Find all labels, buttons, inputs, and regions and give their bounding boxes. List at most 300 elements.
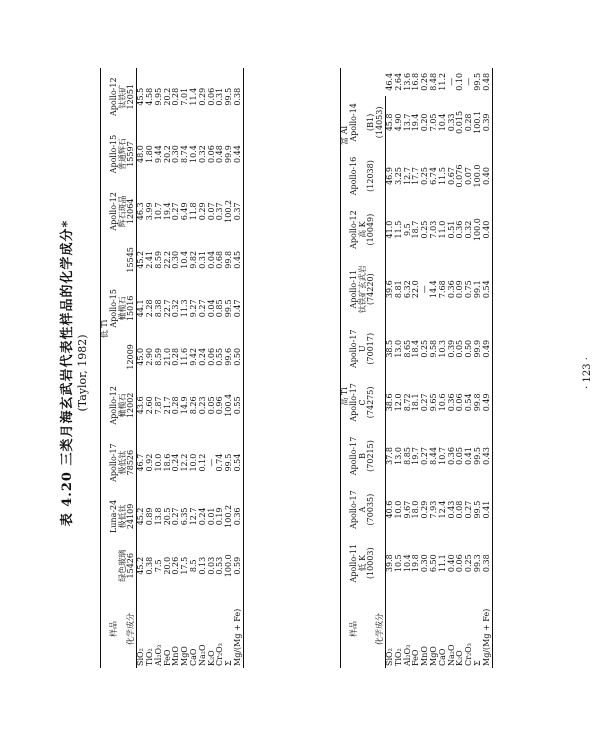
table-cell: 99.5 xyxy=(224,87,234,106)
column-header: Apollo-17 xyxy=(348,490,358,529)
table-cell: 45.2 xyxy=(136,507,146,526)
table-cell: 99.8 xyxy=(472,393,482,412)
table-cell: — xyxy=(206,458,216,467)
table-cell: 0.41 xyxy=(483,483,492,537)
table-row xyxy=(474,68,483,668)
table-cell: 38.6 xyxy=(384,393,394,412)
table-cell: 18.4 xyxy=(411,339,421,358)
column-header: Apollo-17 xyxy=(108,443,118,482)
column-header: Apollo-12 xyxy=(108,386,118,425)
table-cell: 0.25 xyxy=(420,167,430,185)
table-cell: 8.5 xyxy=(188,559,198,573)
table-cell: 2.60 xyxy=(144,396,154,415)
table-row xyxy=(483,68,492,668)
column-header xyxy=(110,337,119,377)
table-cell: 10.4 xyxy=(180,250,190,269)
table-cell: 0.05 xyxy=(206,396,216,415)
table-cell: 2.41 xyxy=(144,250,154,269)
table-cell: 11.0 xyxy=(437,220,447,239)
table-row xyxy=(395,68,404,668)
column-header: (12038) xyxy=(366,160,376,192)
group-header-high-ti: 高 Ti xyxy=(341,203,350,590)
row-label: SiO₂ xyxy=(384,648,394,666)
table-cell: 0.05 xyxy=(455,339,465,358)
table-cell: 0.45 xyxy=(234,240,243,280)
table-cell: 11.5 xyxy=(393,220,403,239)
table-cell: 0.28 xyxy=(171,396,181,415)
column-header: 低 K xyxy=(357,554,367,572)
table-cell: 13.7 xyxy=(402,113,412,132)
table-cell: 0.07 xyxy=(464,167,474,185)
column-header: 78526 xyxy=(127,434,136,491)
table-cell: 7.03 xyxy=(428,220,438,239)
table-cell: 0.43 xyxy=(483,429,492,483)
table-cell: 7.05 xyxy=(428,113,438,132)
table-cell: 10.4 xyxy=(437,113,447,132)
table-cell: 13.6 xyxy=(402,72,412,91)
table-cell: 22.0 xyxy=(411,280,421,299)
table-cell: 20.2 xyxy=(162,87,172,106)
row-label: Mg/(Mg + Fe) xyxy=(234,590,243,668)
table-cell: 37.8 xyxy=(384,447,394,465)
table-cell: 21.7 xyxy=(162,396,172,415)
column-header: (74220) xyxy=(366,273,376,306)
table-cell: 0.04 xyxy=(206,299,216,318)
column-header: 钛铁矿玄武岩 xyxy=(357,265,367,314)
table-cell: 39.8 xyxy=(384,554,394,573)
table-cell: 0.96 xyxy=(215,396,225,415)
table-cell: 6.74 xyxy=(428,167,438,185)
table-cell: 10.0 xyxy=(188,453,198,472)
table-cell: 0.38 xyxy=(234,68,243,125)
table-cell: 18.1 xyxy=(411,393,421,412)
table-cell: 12.4 xyxy=(437,500,447,519)
table-cell: 45.0 xyxy=(136,347,146,366)
table-cell: 0.04 xyxy=(206,250,216,269)
column-header: 钛铁矿 xyxy=(117,84,127,109)
table-cell: 11.8 xyxy=(188,202,198,221)
table-cell: 8.74 xyxy=(180,145,190,163)
table-cell: 46.4 xyxy=(384,72,394,91)
table-cell: 0.24 xyxy=(171,453,181,472)
table-cell: 0.30 xyxy=(171,250,181,269)
table-cell: 0.92 xyxy=(144,453,154,472)
table-cell: 0.26 xyxy=(420,72,430,91)
table-cell: 0.40 xyxy=(483,203,492,257)
table-cell: 20.5 xyxy=(162,507,172,526)
table-cell: 0.03 xyxy=(206,556,216,575)
column-header: 高 K xyxy=(357,221,367,238)
table-cell: 0.25 xyxy=(420,220,430,239)
table-cell: 45.5 xyxy=(136,87,146,106)
table-cell: 100.4 xyxy=(224,393,234,417)
table-cell: 0.43 xyxy=(446,500,456,519)
table-cell: 8.44 xyxy=(428,447,438,465)
column-header: (70215) xyxy=(366,440,376,472)
table-cell: 21.0 xyxy=(162,347,172,366)
table-cell: 100.2 xyxy=(224,504,234,528)
table-cell: 9.44 xyxy=(153,145,163,163)
table-cell: 0.25 xyxy=(464,554,474,573)
column-header: 极低钛 xyxy=(117,450,127,475)
table-cell: 7.01 xyxy=(180,87,190,106)
column-header: A xyxy=(357,506,367,513)
table-cell: 6.49 xyxy=(180,202,190,221)
table-cell: 0.27 xyxy=(171,202,181,221)
table-cell: 22.7 xyxy=(162,299,172,318)
table-cell: 4.90 xyxy=(393,113,403,132)
column-header: 普通辉石 xyxy=(117,138,127,171)
table-cell: 0.38 xyxy=(144,556,154,575)
table-cell: 12.7 xyxy=(402,167,412,185)
row-label: K₂O xyxy=(455,650,465,666)
row-label: FeO xyxy=(411,649,421,666)
table-cell: 0.31 xyxy=(215,87,225,106)
table-cell: 41.0 xyxy=(384,220,394,239)
column-header: 辉石斑晶 xyxy=(117,195,127,228)
column-header: 12064 xyxy=(127,183,136,240)
table-cell: 0.12 xyxy=(197,453,207,472)
table-cell: 2.90 xyxy=(144,347,154,366)
table-row xyxy=(404,68,413,668)
row-label: FeO xyxy=(162,649,172,666)
column-header: 15426 xyxy=(127,542,136,591)
table-cell: 0.32 xyxy=(171,299,181,318)
low-ti-table xyxy=(100,68,244,668)
row-label: MgO xyxy=(180,646,190,666)
table-cell: 10.3 xyxy=(437,339,447,358)
table-cell: 0.27 xyxy=(420,447,430,465)
table-cell: 10.7 xyxy=(437,447,447,465)
corner-cell: 化学成分 xyxy=(127,590,136,668)
table-cell: 10.6 xyxy=(437,393,447,412)
table-cell: 18.6 xyxy=(162,453,172,472)
table-cell: 8.59 xyxy=(153,250,163,269)
table-cell: 13.0 xyxy=(393,339,403,358)
corner-cell xyxy=(359,590,368,668)
table-cell: 0.06 xyxy=(206,87,216,106)
header-row xyxy=(376,68,385,668)
table-cell: 9.5 xyxy=(402,223,412,236)
table-cell: 12.0 xyxy=(393,393,403,412)
corner-cell: 样品 xyxy=(348,621,358,637)
table-cell: 9.27 xyxy=(188,299,198,318)
row-label: CaO xyxy=(437,648,447,666)
table-cell: 13.0 xyxy=(393,447,403,465)
table-cell: 0.29 xyxy=(197,87,207,106)
table-cell: 0.37 xyxy=(234,183,243,240)
table-cell: 11.1 xyxy=(437,554,447,573)
table-cell: 0.23 xyxy=(197,396,207,415)
table-cell: 0.07 xyxy=(206,202,216,221)
table-cell: 0.27 xyxy=(171,507,181,526)
table-cell: 44.1 xyxy=(136,299,146,318)
table-cell: 19.4 xyxy=(411,113,421,132)
table-cell: 99.9 xyxy=(224,145,234,163)
table-row xyxy=(385,68,394,668)
column-header: 15597 xyxy=(127,125,136,182)
table-row xyxy=(448,68,457,668)
table-cell: 0.40 xyxy=(483,149,492,203)
column-header: Apollo-15 xyxy=(108,289,118,328)
table-cell: 0.85 xyxy=(215,299,225,318)
table-cell: 0.01 xyxy=(206,507,216,526)
table-cell: 100.2 xyxy=(224,199,234,223)
table-cell: 0.55 xyxy=(215,347,225,366)
table-row xyxy=(234,68,243,668)
table-cell: 18.7 xyxy=(411,220,421,239)
table-cell: 45.2 xyxy=(136,556,146,575)
table-cell: 46.9 xyxy=(384,167,394,185)
table-cell: 99.1 xyxy=(472,280,482,299)
table-cell: 9.58 xyxy=(428,339,438,358)
table-cell: 20.2 xyxy=(162,145,172,163)
table-cell: 0.48 xyxy=(483,68,492,96)
column-header: B xyxy=(357,453,367,459)
column-header: Apollo-12 xyxy=(348,210,358,249)
group-header-high-al: 富 Al xyxy=(341,68,350,203)
column-header xyxy=(110,240,119,280)
table-cell: 10.4 xyxy=(402,554,412,573)
table-cell: 0.06 xyxy=(455,393,465,412)
table-cell: 0.26 xyxy=(171,556,181,575)
group-header-low-ti: 低 Ti xyxy=(101,68,110,590)
table-cell: 99.5 xyxy=(224,453,234,472)
table-cell: 0.24 xyxy=(197,347,207,366)
table-cell: 0.28 xyxy=(171,347,181,366)
table-cell: 100.0 xyxy=(472,164,482,188)
table-cell: 11.3 xyxy=(180,299,190,318)
table-cell: 0.19 xyxy=(215,507,225,526)
table-cell: 0.25 xyxy=(420,339,430,358)
table-cell: 0.27 xyxy=(420,393,430,412)
row-label: Na₂O xyxy=(197,644,207,666)
table-cell: 0.10 xyxy=(455,72,465,91)
table-cell: 8.85 xyxy=(402,447,412,465)
table-title: 表 4.20 三类月海玄武岩代表性样品的化学成分* xyxy=(60,219,75,527)
table-cell: 14.9 xyxy=(180,396,190,415)
table-cell: 16.8 xyxy=(411,72,421,91)
column-header: (14053) xyxy=(376,96,385,150)
column-header: (74275) xyxy=(366,386,376,419)
table-cell: 0.29 xyxy=(197,202,207,221)
column-header: 12009 xyxy=(127,337,136,377)
column-header: Apollo-12 xyxy=(108,77,118,116)
column-header: (70017) xyxy=(366,332,376,365)
table-cell: 0.24 xyxy=(197,507,207,526)
table-cell: 0.49 xyxy=(483,322,492,376)
table-cell: 0.31 xyxy=(197,250,207,269)
table-cell: 100.0 xyxy=(224,554,234,578)
table-row xyxy=(430,68,439,668)
table-cell: 0.39 xyxy=(446,339,456,358)
table-cell: 0.06 xyxy=(206,145,216,163)
table-cell: 0.54 xyxy=(234,434,243,491)
table-cell: 0.53 xyxy=(215,556,225,575)
table-cell: 0.38 xyxy=(483,536,492,590)
table-cell: 0.05 xyxy=(455,447,465,465)
table-cell: 9.67 xyxy=(402,500,412,519)
column-header: 24109 xyxy=(127,491,136,541)
table-cell: 18.0 xyxy=(411,500,421,519)
table-cell: 11.6 xyxy=(180,347,190,366)
row-label: Σ xyxy=(472,660,482,666)
table-cell: 10.4 xyxy=(188,145,198,163)
table-cell: 6.50 xyxy=(428,554,438,573)
table-cell: 22.2 xyxy=(162,250,172,269)
table-cell: 99.3 xyxy=(472,554,482,573)
table-cell: 99.8 xyxy=(224,250,234,269)
column-header: (10003) xyxy=(366,547,376,580)
table-cell: 0.08 xyxy=(455,500,465,519)
column-header: 15545 xyxy=(127,240,136,280)
table-cell: 0.50 xyxy=(234,337,243,377)
table-cell: 48.0 xyxy=(136,145,146,163)
table-cell: 46.7 xyxy=(136,453,146,472)
table-cell: 13.8 xyxy=(153,507,163,526)
table-cell: 8.38 xyxy=(153,299,163,318)
table-cell: 0.30 xyxy=(171,145,181,163)
table-cell: 4.58 xyxy=(144,87,154,106)
corner-cell: 化学成分 xyxy=(376,590,385,668)
column-header: Apollo-12 xyxy=(108,192,118,231)
corner-cell: 样品 xyxy=(108,621,118,637)
column-header: (10049) xyxy=(366,213,376,246)
table-cell: 0.67 xyxy=(446,167,456,185)
table-cell: 0.36 xyxy=(446,280,456,299)
table-cell: 0.54 xyxy=(464,393,474,412)
table-cell: 6.35 xyxy=(180,507,190,526)
table-cell: 0.68 xyxy=(215,250,225,269)
table-cell: 2.64 xyxy=(393,72,403,91)
table-cell: 8.65 xyxy=(402,339,412,358)
column-header: (70035) xyxy=(366,493,376,526)
table-cell: 0.27 xyxy=(197,299,207,318)
table-cell: 99.5 xyxy=(472,447,482,465)
table-cell: — xyxy=(464,77,474,86)
high-ti-table xyxy=(340,68,493,668)
header-row xyxy=(350,68,359,668)
table-cell: 14.4 xyxy=(428,280,438,299)
table-cell: 0.49 xyxy=(483,376,492,430)
row-label: Σ xyxy=(224,660,234,666)
table-cell: 99.5 xyxy=(472,72,482,91)
column-header: 15016 xyxy=(127,280,136,337)
table-row xyxy=(456,68,465,668)
column-header: Apollo-17 xyxy=(348,329,358,369)
table-cell: 38.5 xyxy=(384,339,394,358)
table-cell: 0.89 xyxy=(144,507,154,526)
table-cell: 0.50 xyxy=(464,339,474,358)
table-cell: 9.42 xyxy=(188,347,198,366)
table-cell: 0.36 xyxy=(446,447,456,465)
table-cell: 0.29 xyxy=(420,500,430,519)
table-cell: 0.51 xyxy=(446,220,456,239)
table-cell: 0.28 xyxy=(464,113,474,132)
table-cell: 9.95 xyxy=(153,87,163,106)
table-row xyxy=(439,68,448,668)
table-cell: 10.5 xyxy=(393,554,403,573)
table-cell: 0.41 xyxy=(464,447,474,465)
row-label: Al₂O₃ xyxy=(153,644,163,666)
table-cell: 0.36 xyxy=(234,491,243,541)
row-label: TiO₂ xyxy=(144,648,154,666)
table-cell: 0.74 xyxy=(215,453,225,472)
column-header: Apollo-17 xyxy=(348,436,358,476)
table-cell: 99.5 xyxy=(224,299,234,318)
table-cell: 12.2 xyxy=(180,453,190,472)
table-cell: 0.59 xyxy=(234,542,243,591)
page-number: · 123 · xyxy=(582,357,593,389)
table-cell: 0.076 xyxy=(455,164,465,188)
row-label: SiO₂ xyxy=(136,648,146,666)
column-header: 12051 xyxy=(127,68,136,125)
table-cell: 8.59 xyxy=(153,347,163,366)
table-cell: 0.55 xyxy=(234,377,243,434)
table-cell: 8.81 xyxy=(393,280,403,299)
table-cell: 0.30 xyxy=(420,554,430,573)
table-cell: 0.47 xyxy=(234,280,243,337)
table-cell: 10.0 xyxy=(153,453,163,472)
table-cell: 40.6 xyxy=(384,500,394,519)
table-cell: 0.48 xyxy=(215,145,225,163)
table-cell: 99.6 xyxy=(224,347,234,366)
table-row xyxy=(421,68,430,668)
table-cell: 43.6 xyxy=(136,396,146,415)
column-header: Apollo-16 xyxy=(348,156,358,196)
table-cell: 0.36 xyxy=(446,393,456,412)
table-cell: 0.06 xyxy=(455,554,465,573)
table-cell: 0.015 xyxy=(455,110,465,134)
table-cell: 0.39 xyxy=(483,96,492,150)
table-cell: 17.5 xyxy=(180,556,190,575)
table-cell: 0.32 xyxy=(197,145,207,163)
column-header: 12002 xyxy=(127,377,136,434)
table-cell: 0.37 xyxy=(215,202,225,221)
table-cell: 11.4 xyxy=(188,87,198,106)
table-cell: 19.7 xyxy=(411,447,421,465)
column-header: 绿色玻璃 xyxy=(117,549,127,582)
table-cell: 0.06 xyxy=(206,347,216,366)
table-cell: 100.1 xyxy=(472,110,482,134)
column-header: C xyxy=(357,399,367,406)
row-label: Mg/(Mg + Fe) xyxy=(483,590,492,668)
column-header: U xyxy=(357,345,367,353)
table-row xyxy=(465,68,474,668)
row-label: Na₂O xyxy=(446,644,456,666)
table-cell: 0.54 xyxy=(483,256,492,322)
row-label: K₂O xyxy=(206,650,216,666)
table-cell: 0.13 xyxy=(197,556,207,575)
table-cell: 3.25 xyxy=(393,167,403,185)
table-cell: 3.99 xyxy=(144,202,154,221)
table-cell: 7.5 xyxy=(153,559,163,573)
table-cell: 8.26 xyxy=(188,396,198,415)
table-cell: 0.32 xyxy=(464,220,474,239)
row-label: CaO xyxy=(188,648,198,666)
table-cell: 8.48 xyxy=(428,72,438,91)
column-header: 极低钛 xyxy=(117,504,127,529)
table-cell: 2.28 xyxy=(144,299,154,318)
row-label: TiO₂ xyxy=(393,648,403,666)
column-header: Apollo-11 xyxy=(348,543,358,583)
table-cell: 0.44 xyxy=(234,125,243,182)
table-cell: 10.7 xyxy=(153,202,163,221)
row-label: MgO xyxy=(428,646,438,666)
table-cell: 0.09 xyxy=(455,280,465,299)
table-cell: 10.0 xyxy=(393,500,403,519)
column-header: Apollo-11 xyxy=(348,269,358,309)
